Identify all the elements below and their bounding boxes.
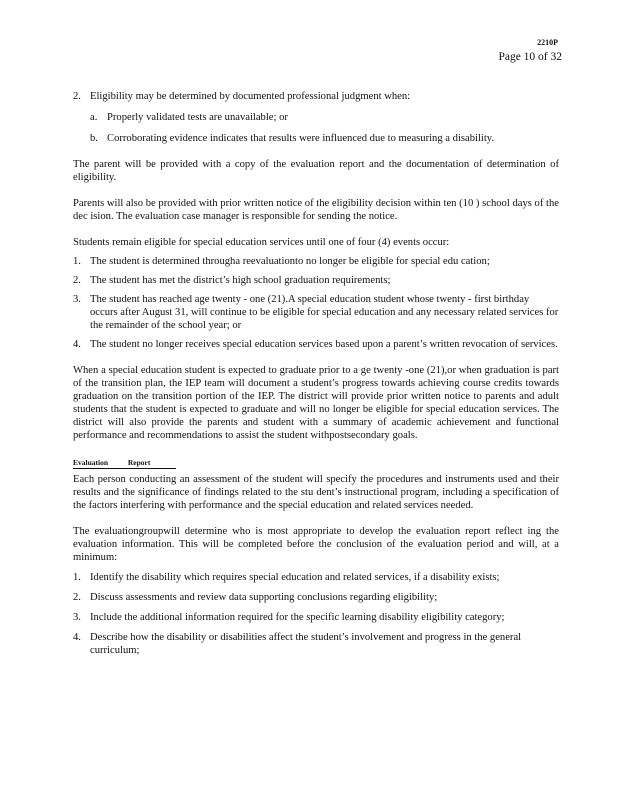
graduate-paragraph: When a special education student is expected to graduate prior to a ge twenty -one (21),or when graduation is part of the transition plan, the IEP team will document a student’s progress towards achieving course credits towards graduation on the transition portion of the IEP. The district will provide prior written notice to parents and adult students that the student is expected to graduate and will no longer be eligible for special education services. The district will also provide the parents and student with a summary of academic achievement and functional performance and recommendations to assist the student withpostsecondary goals. (73, 365, 559, 441)
list-number: 3. (73, 612, 81, 623)
list-number: 2. (73, 91, 81, 102)
list-text: Eligibility may be determined by documented professional judgment when: (90, 91, 411, 102)
event-item-2 (73, 274, 559, 287)
sub-item-letter: b. (90, 133, 98, 144)
event-item-3 (73, 293, 559, 332)
minimum-item-3 (73, 611, 559, 624)
sub-item-letter: a. (90, 112, 98, 123)
list-number: 3. (73, 294, 81, 305)
sub-item-text: Corroborating evidence indicates that results were influenced due to measuring a disability. (107, 133, 495, 144)
list-text: The student has reached age twenty - one (21).A special education student whose twenty - first birthday occurs after August 31, will continue to be eligible for special education and any necessary related services for the remainder of the school year; or (90, 294, 559, 331)
eligibility-item (73, 90, 559, 103)
page-number: Page 10 of 32 (498, 51, 562, 63)
section-heading: Evaluation Report (73, 458, 176, 469)
remain-eligible-paragraph: Students remain eligible for special education services until one of four (4) events occur: (73, 237, 450, 248)
list-number: 4. (73, 632, 81, 643)
event-item-1 (73, 255, 559, 268)
evaluation-report-paragraph: Each person conducting an assessment of the student will specify the procedures and instruments used and their results and the significance of findings related to the stu dent’s instructional program, including a specification of the factors interfering with performance and the special education and related services needed. (73, 474, 559, 511)
list-number: 2. (73, 592, 81, 603)
section-heading-wrap (73, 456, 559, 469)
policy-code: 2210P (537, 38, 558, 47)
list-text: Describe how the disability or disabilities affect the student’s involvement and progress in the general curriculum; (90, 632, 522, 656)
event-item-4 (73, 338, 559, 351)
page-body (73, 90, 559, 657)
minimum-item-1 (73, 571, 559, 584)
list-text: The student no longer receives special education services based upon a parent’s written revocation of services. (90, 339, 558, 350)
minimum-item-2 (73, 591, 559, 604)
list-text: Include the additional information required for the specific learning disability eligibility category; (90, 612, 505, 623)
parent-copy-paragraph: The parent will be provided with a copy of the evaluation report and the documentation of determination of eligibility. (73, 159, 559, 183)
list-number: 4. (73, 339, 81, 350)
evaluation-group-paragraph: The evaluationgroupwill determine who is most appropriate to develop the evaluation report reflect ing the evaluation information. This will be completed before the conclusion of the evaluation period and will, at a minimum: (73, 526, 559, 563)
prior-notice-paragraph: Parents will also be provided with prior written notice of the eligibility decision within ten (10 ) school days of the dec ision. The evaluation case manager is responsible for sending the notice. (73, 198, 559, 222)
list-number: 1. (73, 256, 81, 267)
list-number: 2. (73, 275, 81, 286)
sub-item-b (73, 132, 559, 145)
list-text: The student has met the district’s high school graduation requirements; (90, 275, 391, 286)
list-number: 1. (73, 572, 81, 583)
minimum-item-4 (73, 631, 559, 657)
list-text: Identify the disability which requires special education and related services, if a disability exists; (90, 572, 500, 583)
sub-item-a (73, 111, 559, 124)
list-text: The student is determined througha reevaluationto no longer be eligible for special edu cation; (90, 256, 490, 267)
sub-item-text: Properly validated tests are unavailable; or (107, 112, 288, 123)
list-text: Discuss assessments and review data supporting conclusions regarding eligibility; (90, 592, 438, 603)
